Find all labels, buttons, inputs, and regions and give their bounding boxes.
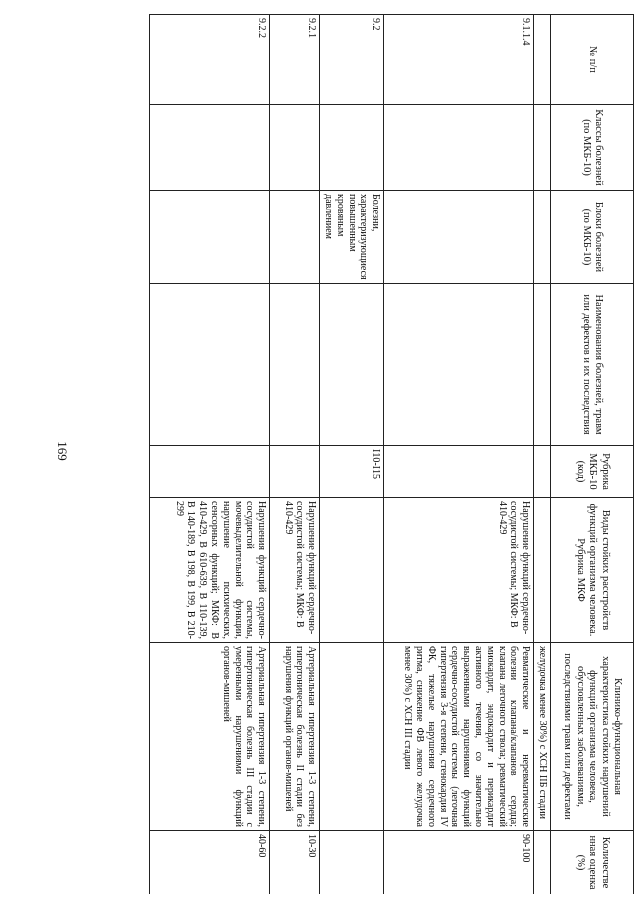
header-clinical-characteristic: Клинико-функциональная характеристика стойких нарушений функций организма человека, обусловленных заболеваниями, последствиями травм или дефектами	[551, 643, 634, 831]
row-code	[384, 446, 534, 498]
row-block	[270, 191, 320, 284]
row-number: 9.2.2	[150, 15, 270, 105]
page-number: 169	[54, 441, 70, 461]
row-name	[150, 284, 270, 446]
row-code	[150, 446, 270, 498]
table-row	[270, 15, 320, 895]
table-header-row	[551, 15, 634, 895]
rotated-page	[72, 14, 634, 894]
row-function	[320, 498, 384, 643]
row-function: Нарушение функций сердечно-сосудистой системы; МКФ: B 410-429	[270, 498, 320, 643]
row-class	[320, 105, 384, 191]
row-clinical	[320, 643, 384, 831]
table-row	[320, 15, 384, 895]
row-block	[384, 191, 534, 284]
row-function: Нарушения функций сердечно-сосудистой системы, мочевыделительной функции, нарушение психических, сенсорных функций; МКФ: B 410-429, B 610-639, B 110-139, B 140-189, B 198, B 199, B 210-299	[150, 498, 270, 643]
row-clinical: Ревматические и неревматические болезни клапана/клапанов сердца; клапана легочного ствола; ревматический миокардит, эндокардит и перикардит активного течения, со значительно выраженными нарушениями функций сердечно-сосудистой системы (легочная гипертензия 3-я степени, стенокардия IV ФК, тяжелые нарушения сердечного ритма, снижение ФВ левого желудочка менее 30%) с ХСН III стадии	[384, 643, 534, 831]
row-block: Болезни, характеризующиеся повышенным кровяным давлением	[320, 191, 384, 284]
row-class	[150, 105, 270, 191]
table-row	[384, 15, 534, 895]
row-name	[384, 284, 534, 446]
row-class	[270, 105, 320, 191]
header-function-type: Виды стойких расстройств функций организма человека. Рубрика МКФ	[551, 498, 634, 643]
row-name	[270, 284, 320, 446]
header-number: № п/п	[551, 15, 634, 105]
row-clinical: Артериальная гипертензия 1-3 степени, гипертоническая болезнь II стадии без нарушения функций органов-мишеней	[270, 643, 320, 831]
carry-over-text: желудочка менее 30%) с ХСН IIБ стадии	[534, 643, 551, 831]
row-percent	[320, 831, 384, 895]
header-disease-name: Наименования болезней, травм или дефектов и их последствия	[551, 284, 634, 446]
header-icd-code: Рубрика МКБ-10 (код)	[551, 446, 634, 498]
row-number: 9.2.1	[270, 15, 320, 105]
header-quantitative-assessment: Количественная оценка (%)	[551, 831, 634, 895]
disability-criteria-table	[149, 14, 634, 894]
row-percent: 90-100	[384, 831, 534, 895]
row-function: Нарушение функций сердечно-сосудистой системы; МКФ: B 410-429	[384, 498, 534, 643]
row-percent: 40-60	[150, 831, 270, 895]
row-class	[384, 105, 534, 191]
table-row	[150, 15, 270, 895]
row-percent: 10-30	[270, 831, 320, 895]
header-disease-class: Классы болезней (по МКБ-10)	[551, 105, 634, 191]
row-name	[320, 284, 384, 446]
row-code	[270, 446, 320, 498]
row-clinical: Артериальная гипертензия 1-3 степени, гипертоническая болезнь III стадии с умеренными нарушениями функций органов-мишеней	[150, 643, 270, 831]
rotated-page-wrapper	[72, 14, 634, 894]
row-block	[150, 191, 270, 284]
row-number: 9.2	[320, 15, 384, 105]
header-disease-block: Блоки болезней (по МКБ-10)	[551, 191, 634, 284]
row-code: I10-I15	[320, 446, 384, 498]
row-number: 9.1.1.4	[384, 15, 534, 105]
carry-over-row	[534, 15, 551, 895]
